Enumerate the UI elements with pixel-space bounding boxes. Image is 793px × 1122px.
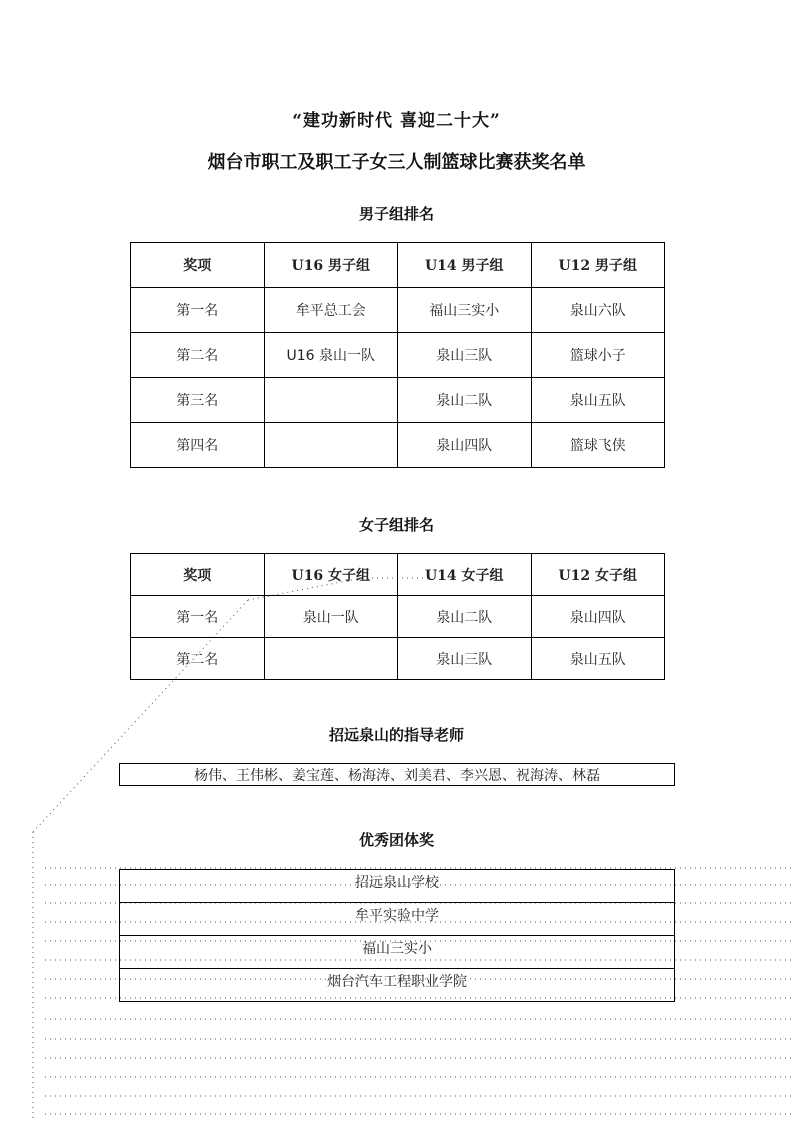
- column-header: U12 女子组: [531, 554, 665, 596]
- table-row: [131, 333, 665, 378]
- table-cell: 泉山四队: [531, 596, 665, 638]
- column-header: U16 女子组: [264, 554, 398, 596]
- table-cell: 第三名: [131, 378, 265, 423]
- table-cell: 泉山三队: [398, 333, 532, 378]
- table-cell: 篮球小子: [531, 333, 665, 378]
- table-cell: [264, 423, 398, 468]
- column-header: 奖项: [131, 243, 265, 288]
- team-award-heading: 优秀团体奖: [358, 831, 434, 849]
- table-cell: 泉山四队: [398, 423, 532, 468]
- table-cell: 第一名: [131, 596, 265, 638]
- table-row: [131, 423, 665, 468]
- table-cell: 泉山五队: [531, 378, 665, 423]
- table-cell: U16 泉山一队: [264, 333, 398, 378]
- table-cell: 泉山三队: [398, 638, 532, 680]
- table-row: [131, 596, 665, 638]
- document-subtitle: “建功新时代 喜迎二十大”: [292, 111, 501, 131]
- table-cell: [264, 638, 398, 680]
- table-cell: [264, 378, 398, 423]
- table-row: [131, 288, 665, 333]
- table-cell: 牟平总工会: [264, 288, 398, 333]
- table-row: [120, 936, 675, 969]
- girls-ranking-table: [130, 553, 665, 680]
- table-cell: 泉山五队: [531, 638, 665, 680]
- column-header: U16 男子组: [264, 243, 398, 288]
- award-item: 烟台汽车工程职业学院: [120, 969, 675, 1002]
- table-row: [120, 969, 675, 1002]
- table-cell: 泉山一队: [264, 596, 398, 638]
- teachers-table: [119, 763, 675, 786]
- award-item: 牟平实验中学: [120, 903, 675, 936]
- table-header-row: [131, 243, 665, 288]
- teacher-names: 杨伟、王伟彬、姜宝莲、杨海涛、刘美君、李兴恩、祝海涛、林磊: [120, 764, 675, 786]
- table-cell: 第二名: [131, 333, 265, 378]
- table-cell: 泉山二队: [398, 378, 532, 423]
- table-row: [120, 870, 675, 903]
- girls-section-heading: 女子组排名: [358, 516, 434, 534]
- table-cell: 第二名: [131, 638, 265, 680]
- boys-section-heading: 男子组排名: [358, 205, 434, 223]
- table-cell: 篮球飞侠: [531, 423, 665, 468]
- table-cell: 第四名: [131, 423, 265, 468]
- table-cell: 泉山二队: [398, 596, 532, 638]
- column-header: U12 男子组: [531, 243, 665, 288]
- table-cell: 第一名: [131, 288, 265, 333]
- table-row: [120, 903, 675, 936]
- document-title: 烟台市职工及职工子女三人制篮球比赛获奖名单: [207, 152, 586, 173]
- column-header: U14 男子组: [398, 243, 532, 288]
- column-header: U14 女子组: [398, 554, 532, 596]
- table-row: [120, 764, 675, 786]
- table-cell: 泉山六队: [531, 288, 665, 333]
- teachers-section-heading: 招远泉山的指导老师: [328, 726, 464, 744]
- award-item: 福山三实小: [120, 936, 675, 969]
- award-item: 招远泉山学校: [120, 870, 675, 903]
- column-header: 奖项: [131, 554, 265, 596]
- table-header-row: [131, 554, 665, 596]
- table-cell: 福山三实小: [398, 288, 532, 333]
- table-row: [131, 638, 665, 680]
- table-row: [131, 378, 665, 423]
- boys-ranking-table: [130, 242, 665, 468]
- team-award-table: [119, 869, 675, 1002]
